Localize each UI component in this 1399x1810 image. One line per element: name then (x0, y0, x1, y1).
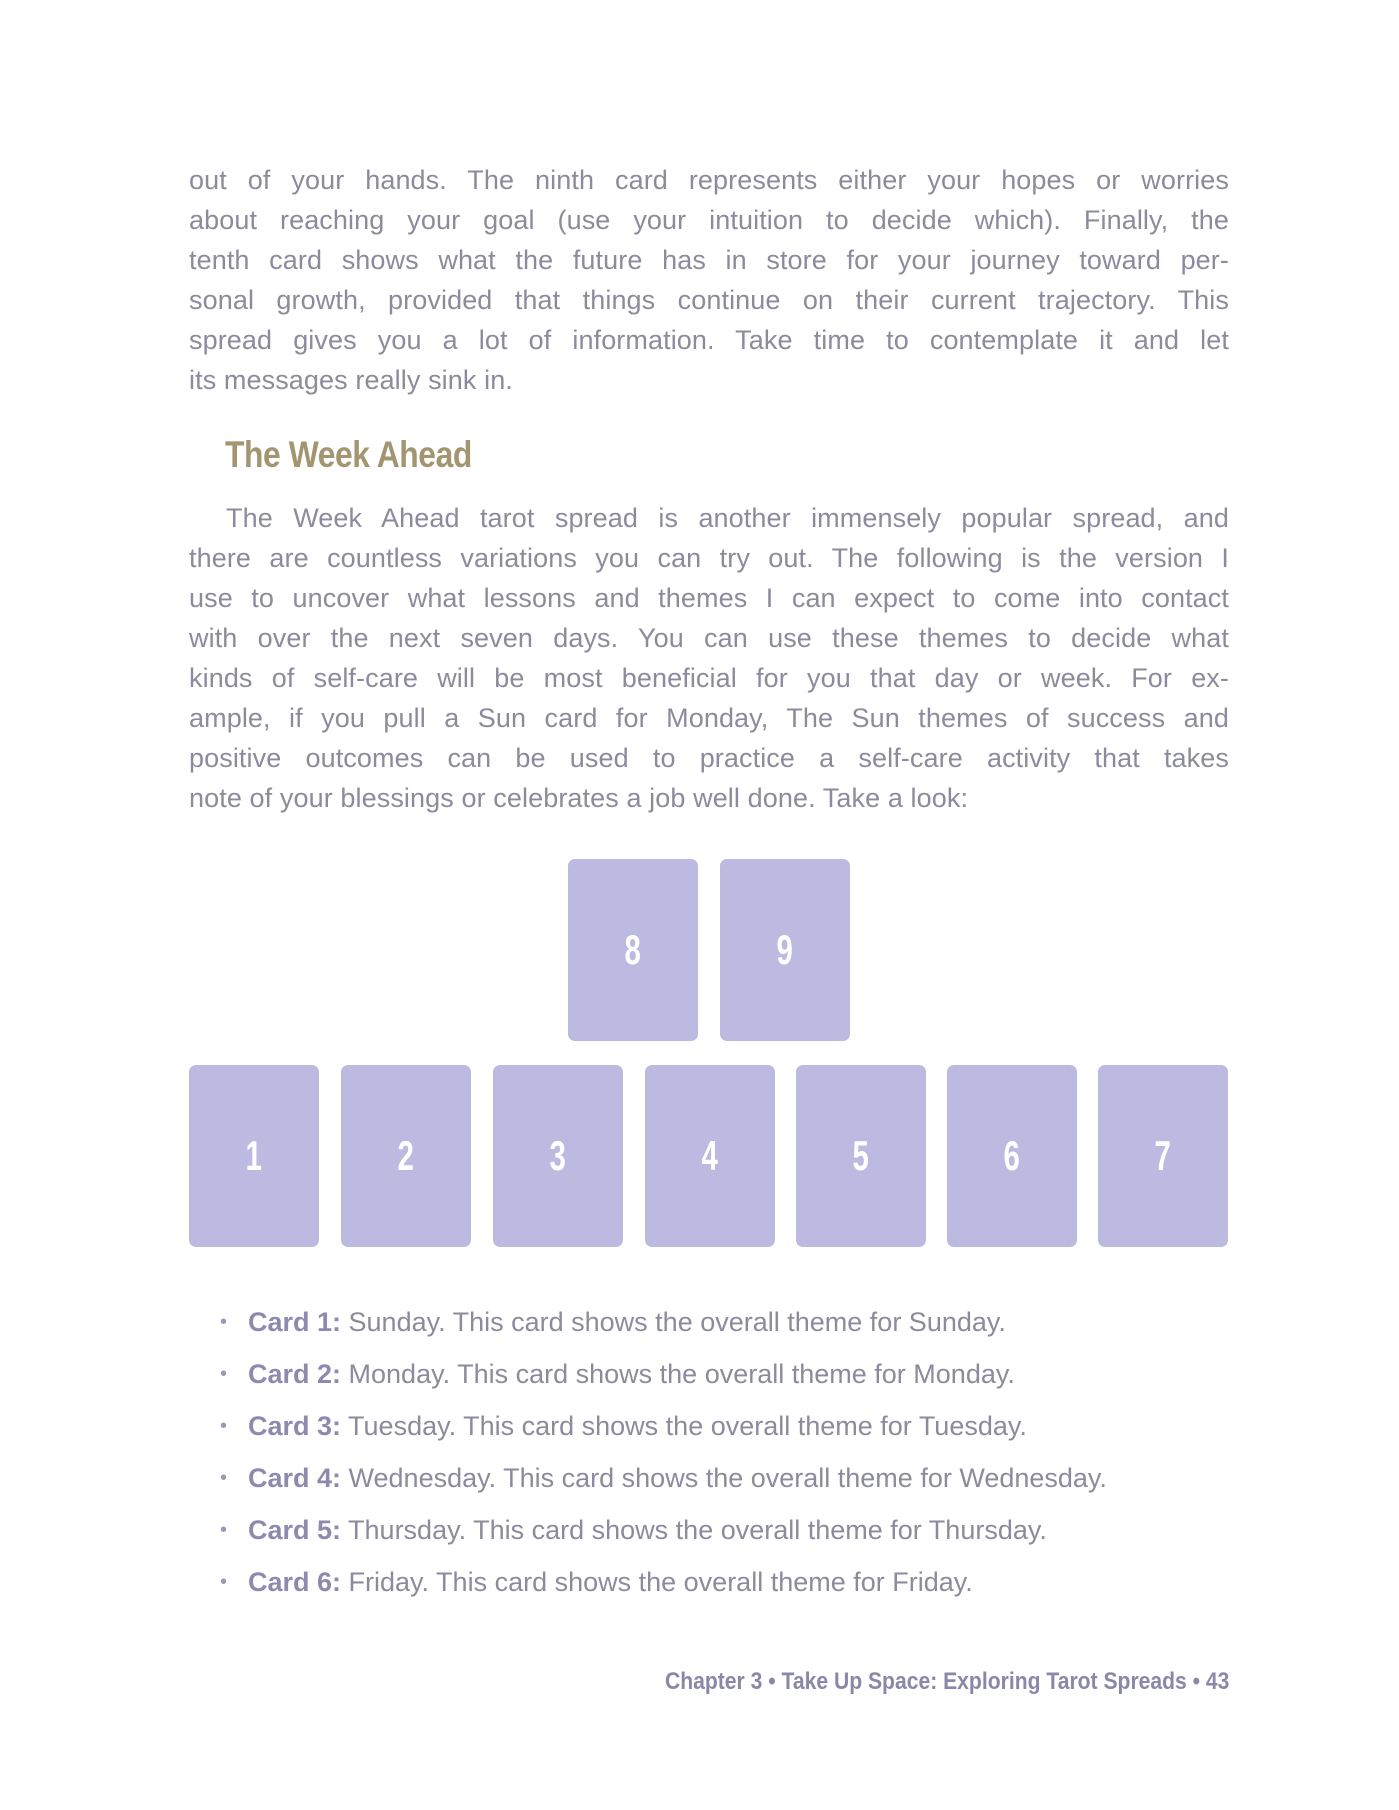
list-item (220, 1400, 1230, 1452)
tarot-card-9 (720, 859, 850, 1041)
running-footer: Chapter 3 • Take Up Space: Exploring Tarot Spreads • 43 (664, 1668, 1229, 1695)
item-label: Card 5: (248, 1515, 342, 1545)
bullet-icon: • (220, 1519, 228, 1541)
card-number: 2 (397, 1132, 415, 1179)
item-label: Card 3: (248, 1411, 342, 1441)
item-label: Card 1: (248, 1307, 342, 1337)
tarot-card-2 (341, 1065, 471, 1247)
text-line: ample, if you pull a Sun card for Monday, The Sun themes of success and (189, 703, 1229, 733)
text-line: note of your blessings or celebrates a job well done. Take a look: (189, 783, 969, 813)
list-item (220, 1504, 1230, 1556)
card-number: 9 (776, 926, 794, 973)
text-line: The Week Ahead tarot spread is another immensely popular spread, and (226, 503, 1229, 533)
card-number: 5 (852, 1132, 870, 1179)
tarot-card-6 (947, 1065, 1077, 1247)
tarot-card-5 (796, 1065, 926, 1247)
tarot-card-7 (1098, 1065, 1228, 1247)
section-heading: The Week Ahead (225, 434, 472, 475)
bullet-icon: • (220, 1415, 228, 1437)
text-line: kinds of self-care will be most beneficial for you that day or week. For ex- (189, 663, 1229, 693)
text-line: there are countless variations you can try out. The following is the version I (189, 543, 1229, 573)
text-line: out of your hands. The ninth card represents either your hopes or worries (189, 165, 1229, 195)
item-text: Monday. This card shows the overall theme for Monday. (341, 1359, 1015, 1389)
tarot-card-8 (568, 859, 698, 1041)
item-text: Friday. This card shows the overall theme for Friday. (341, 1567, 973, 1597)
tarot-card-4 (645, 1065, 775, 1247)
tarot-card-1 (189, 1065, 319, 1247)
text-line: use to uncover what lessons and themes I can expect to come into contact (189, 583, 1229, 613)
card-number: 6 (1003, 1132, 1021, 1179)
list-item (220, 1452, 1230, 1504)
bullet-icon: • (220, 1311, 228, 1333)
list-item (220, 1556, 1230, 1608)
text-line: about reaching your goal (use your intuition to decide which). Finally, the (189, 205, 1229, 235)
item-label: Card 6: (248, 1567, 342, 1597)
item-text: Thursday. This card shows the overall theme for Thursday. (341, 1515, 1047, 1545)
text-line: positive outcomes can be used to practice a self-care activity that takes (189, 743, 1229, 773)
item-label: Card 4: (248, 1463, 342, 1493)
intro-paragraph (189, 160, 1229, 400)
item-text: Wednesday. This card shows the overall theme for Wednesday. (341, 1463, 1107, 1493)
item-text: Sunday. This card shows the overall theme for Sunday. (341, 1307, 1006, 1337)
card-number: 8 (624, 926, 642, 973)
card-number: 3 (549, 1132, 567, 1179)
text-line: sonal growth, provided that things continue on their current trajectory. This (189, 285, 1229, 315)
section-paragraph (189, 498, 1229, 818)
tarot-card-3 (493, 1065, 623, 1247)
text-line: with over the next seven days. You can use these themes to decide what (189, 623, 1229, 653)
card-number: 7 (1154, 1132, 1172, 1179)
bullet-icon: • (220, 1571, 228, 1593)
card-number: 4 (701, 1132, 719, 1179)
bullet-icon: • (220, 1467, 228, 1489)
card-number: 1 (245, 1132, 263, 1179)
item-label: Card 2: (248, 1359, 342, 1389)
item-text: Tuesday. This card shows the overall theme for Tuesday. (341, 1411, 1027, 1441)
text-line: tenth card shows what the future has in store for your journey toward per- (189, 245, 1229, 275)
list-item (220, 1296, 1230, 1348)
card-meaning-list (220, 1296, 1230, 1608)
text-line: spread gives you a lot of information. Take time to contemplate it and let (189, 325, 1229, 355)
bullet-icon: • (220, 1363, 228, 1385)
text-line: its messages really sink in. (189, 365, 513, 395)
list-item (220, 1348, 1230, 1400)
